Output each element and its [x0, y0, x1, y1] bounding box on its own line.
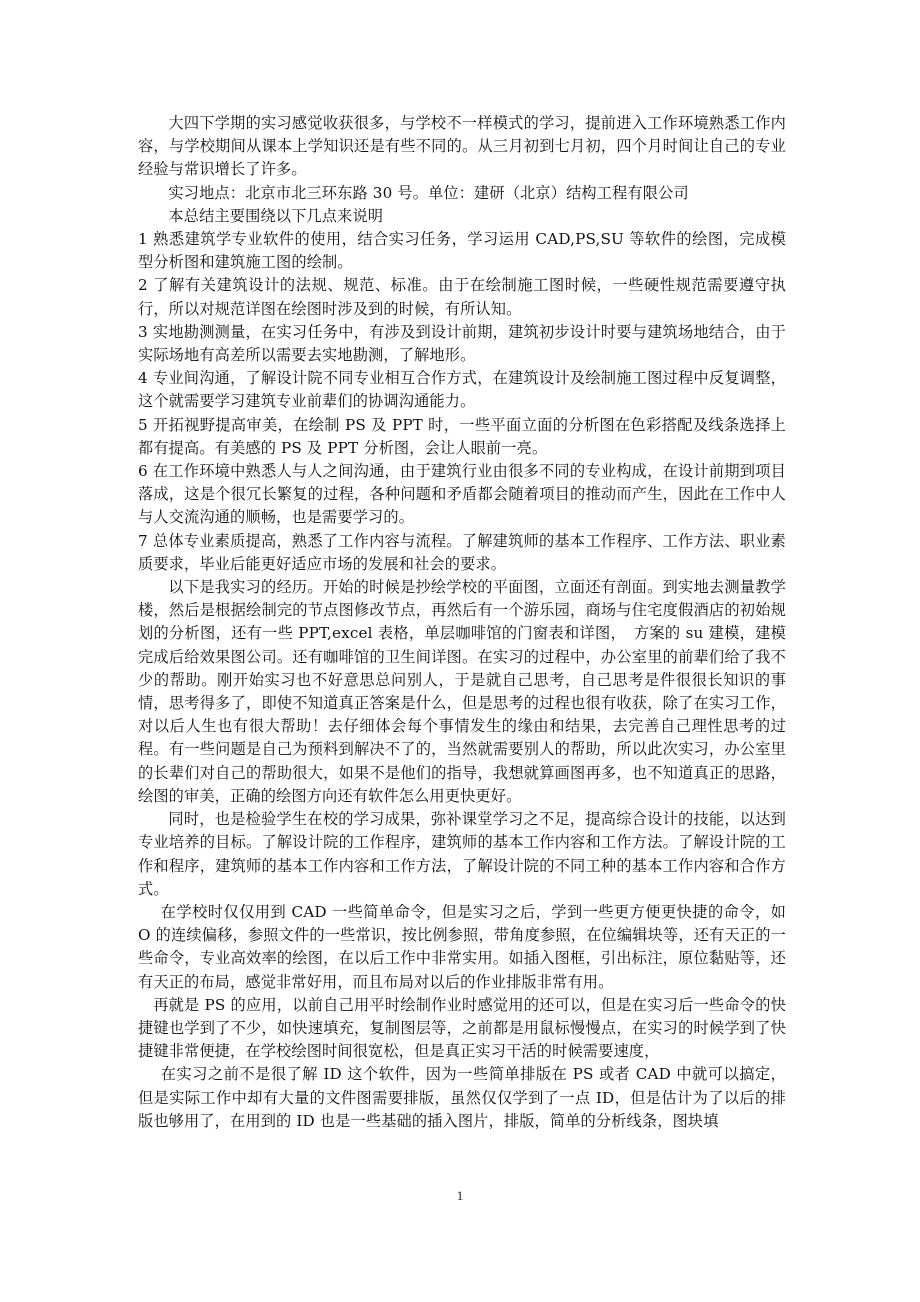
paragraph-ps: 再就是 PS 的应用，以前自己用平时绘制作业时感觉用的还可以，但是在实习后一些命令的快捷键也学到了不少，如快速填充，复制图层等，之前都是用鼠标慢慢点，在实习的时候学到了快捷键非常便捷，在学校绘图时间很宽松，但是真正实习干活的时候需要速度，	[138, 995, 786, 1061]
paragraph-cad: 在学校时仅仅用到 CAD 一些简单命令，但是实习之后，学到一些更方便更快捷的命令，如 O 的连续偏移，参照文件的一些常识，按比例参照，带角度参照，在位编辑块等，还有天正的一些命令，专业高效率的绘图，在以后工作中非常实用。如插入图框，引出标注，原位黏贴等，还有天正的布局，感觉非常好用，而且布局对以后的作业排版非常有用。	[138, 902, 786, 991]
paragraph-summary-intro: 本总结主要围绕以下几点来说明	[168, 206, 384, 225]
paragraph-meanwhile: 同时，也是检验学生在校的学习成果，弥补课堂学习之不足，提高综合设计的技能，以达到专业培养的目标。了解设计院的工作程序，建筑师的基本工作内容和工作方法。了解设计院的工作和程序，建筑师的基本工作内容和工作方法，了解设计院的不同工种的基本工作内容和合作方式。	[138, 810, 786, 898]
list-item-7: 7 总体专业素质提高，熟悉了工作内容与流程。了解建筑师的基本工作程序、工作方法、职业素质要求，毕业后能更好适应市场的发展和社会的要求。	[138, 531, 786, 573]
document-body	[138, 112, 786, 1133]
list-item-2: 2 了解有关建筑设计的法规、规范、标准。由于在绘制施工图时候，一些硬性规范需要遵守执行，所以对规范详图在绘图时涉及到的时候，有所认知。	[138, 276, 786, 318]
list-item-3: 3 实地勘测测量，在实习任务中，有涉及到设计前期，建筑初步设计时要与建筑场地结合，由于实际场地有高差所以需要去实地勘测，了解地形。	[138, 322, 786, 365]
list-item-4: 4 专业间沟通，了解设计院不同专业相互合作方式，在建筑设计及绘制施工图过程中反复调整，这个就需要学习建筑专业前辈们的协调沟通能力。	[138, 369, 786, 411]
paragraph-intro: 大四下学期的实习感觉收获很多，与学校不一样模式的学习，提前进入工作环境熟悉工作内容，与学校期间从课本上学知识还是有些不同的。从三月初到七月初，四个月时间让自己的专业经验与常识增长了许多。	[138, 114, 786, 179]
paragraph-id: 在实习之前不是很了解 ID 这个软件，因为一些简单排版在 PS 或者 CAD 中就可以搞定，但是实际工作中却有大量的文件图需要排版，虽然仅仅学到了一点 ID，但是估计为了以后的排版也够用了，在用到的 ID 也是一些基础的插入图片，排版，简单的分析线条，图块填	[138, 1065, 786, 1130]
paragraph-experience: 以下是我实习的经历。开始的时候是抄绘学校的平面图，立面还有剖面。到实地去测量教学楼，然后是根据绘制完的节点图修改节点，再然后有一个游乐园，商场与住宅度假酒店的初始规划的分析图，还有一些 PPT,excel 表格，单层咖啡馆的门窗表和详图， 方案的 su 建模，建模完成后给效果图公司。还有咖啡馆的卫生间详图。在实习的过程中，办公室里的前辈们给了我不少的帮助。刚开始实习也不好意思总问别人，于是就自己思考，自己思考是件很很长知识的事情，思考得多了，即使不知道真正答案是什么，但是思考的过程也很有收获，除了在实习工作，对以后人生也有很大帮助！去仔细体会每个事情发生的缘由和结果，去完善自己理性思考的过程。有一些问题是自己为预料到解决不了的，当然就需要别人的帮助，所以此次实习，办公室里的长辈们对自己的帮助很大，如果不是他们的指导，我想就算画图再多，也不知道真正的思路，绘图的审美，正确的绘图方向还有软件怎么用更快更好。	[138, 578, 786, 805]
page-number: 1	[456, 1188, 464, 1203]
list-item-6: 6 在工作环境中熟悉人与人之间沟通，由于建筑行业由很多不同的专业构成，在设计前期到项目落成，这是个很冗长繁复的过程，各种问题和矛盾都会随着项目的推动而产生，因此在工作中人与人交流沟通的顺畅，也是需要学习的。	[138, 462, 786, 527]
paragraph-location: 实习地点：北京市北三环东路 30 号。单位：建研（北京）结构工程有限公司	[168, 183, 689, 202]
list-item-5: 5 开拓视野提高审美，在绘制 PS 及 PPT 时，一些平面立面的分析图在色彩搭配及线条选择上都有提高。有美感的 PS 及 PPT 分析图，会让人眼前一亮。	[138, 415, 786, 457]
list-item-1: 1 熟悉建筑学专业软件的使用，结合实习任务，学习运用 CAD,PS,SU 等软件的绘图，完成模型分析图和建筑施工图的绘制。	[138, 230, 786, 272]
